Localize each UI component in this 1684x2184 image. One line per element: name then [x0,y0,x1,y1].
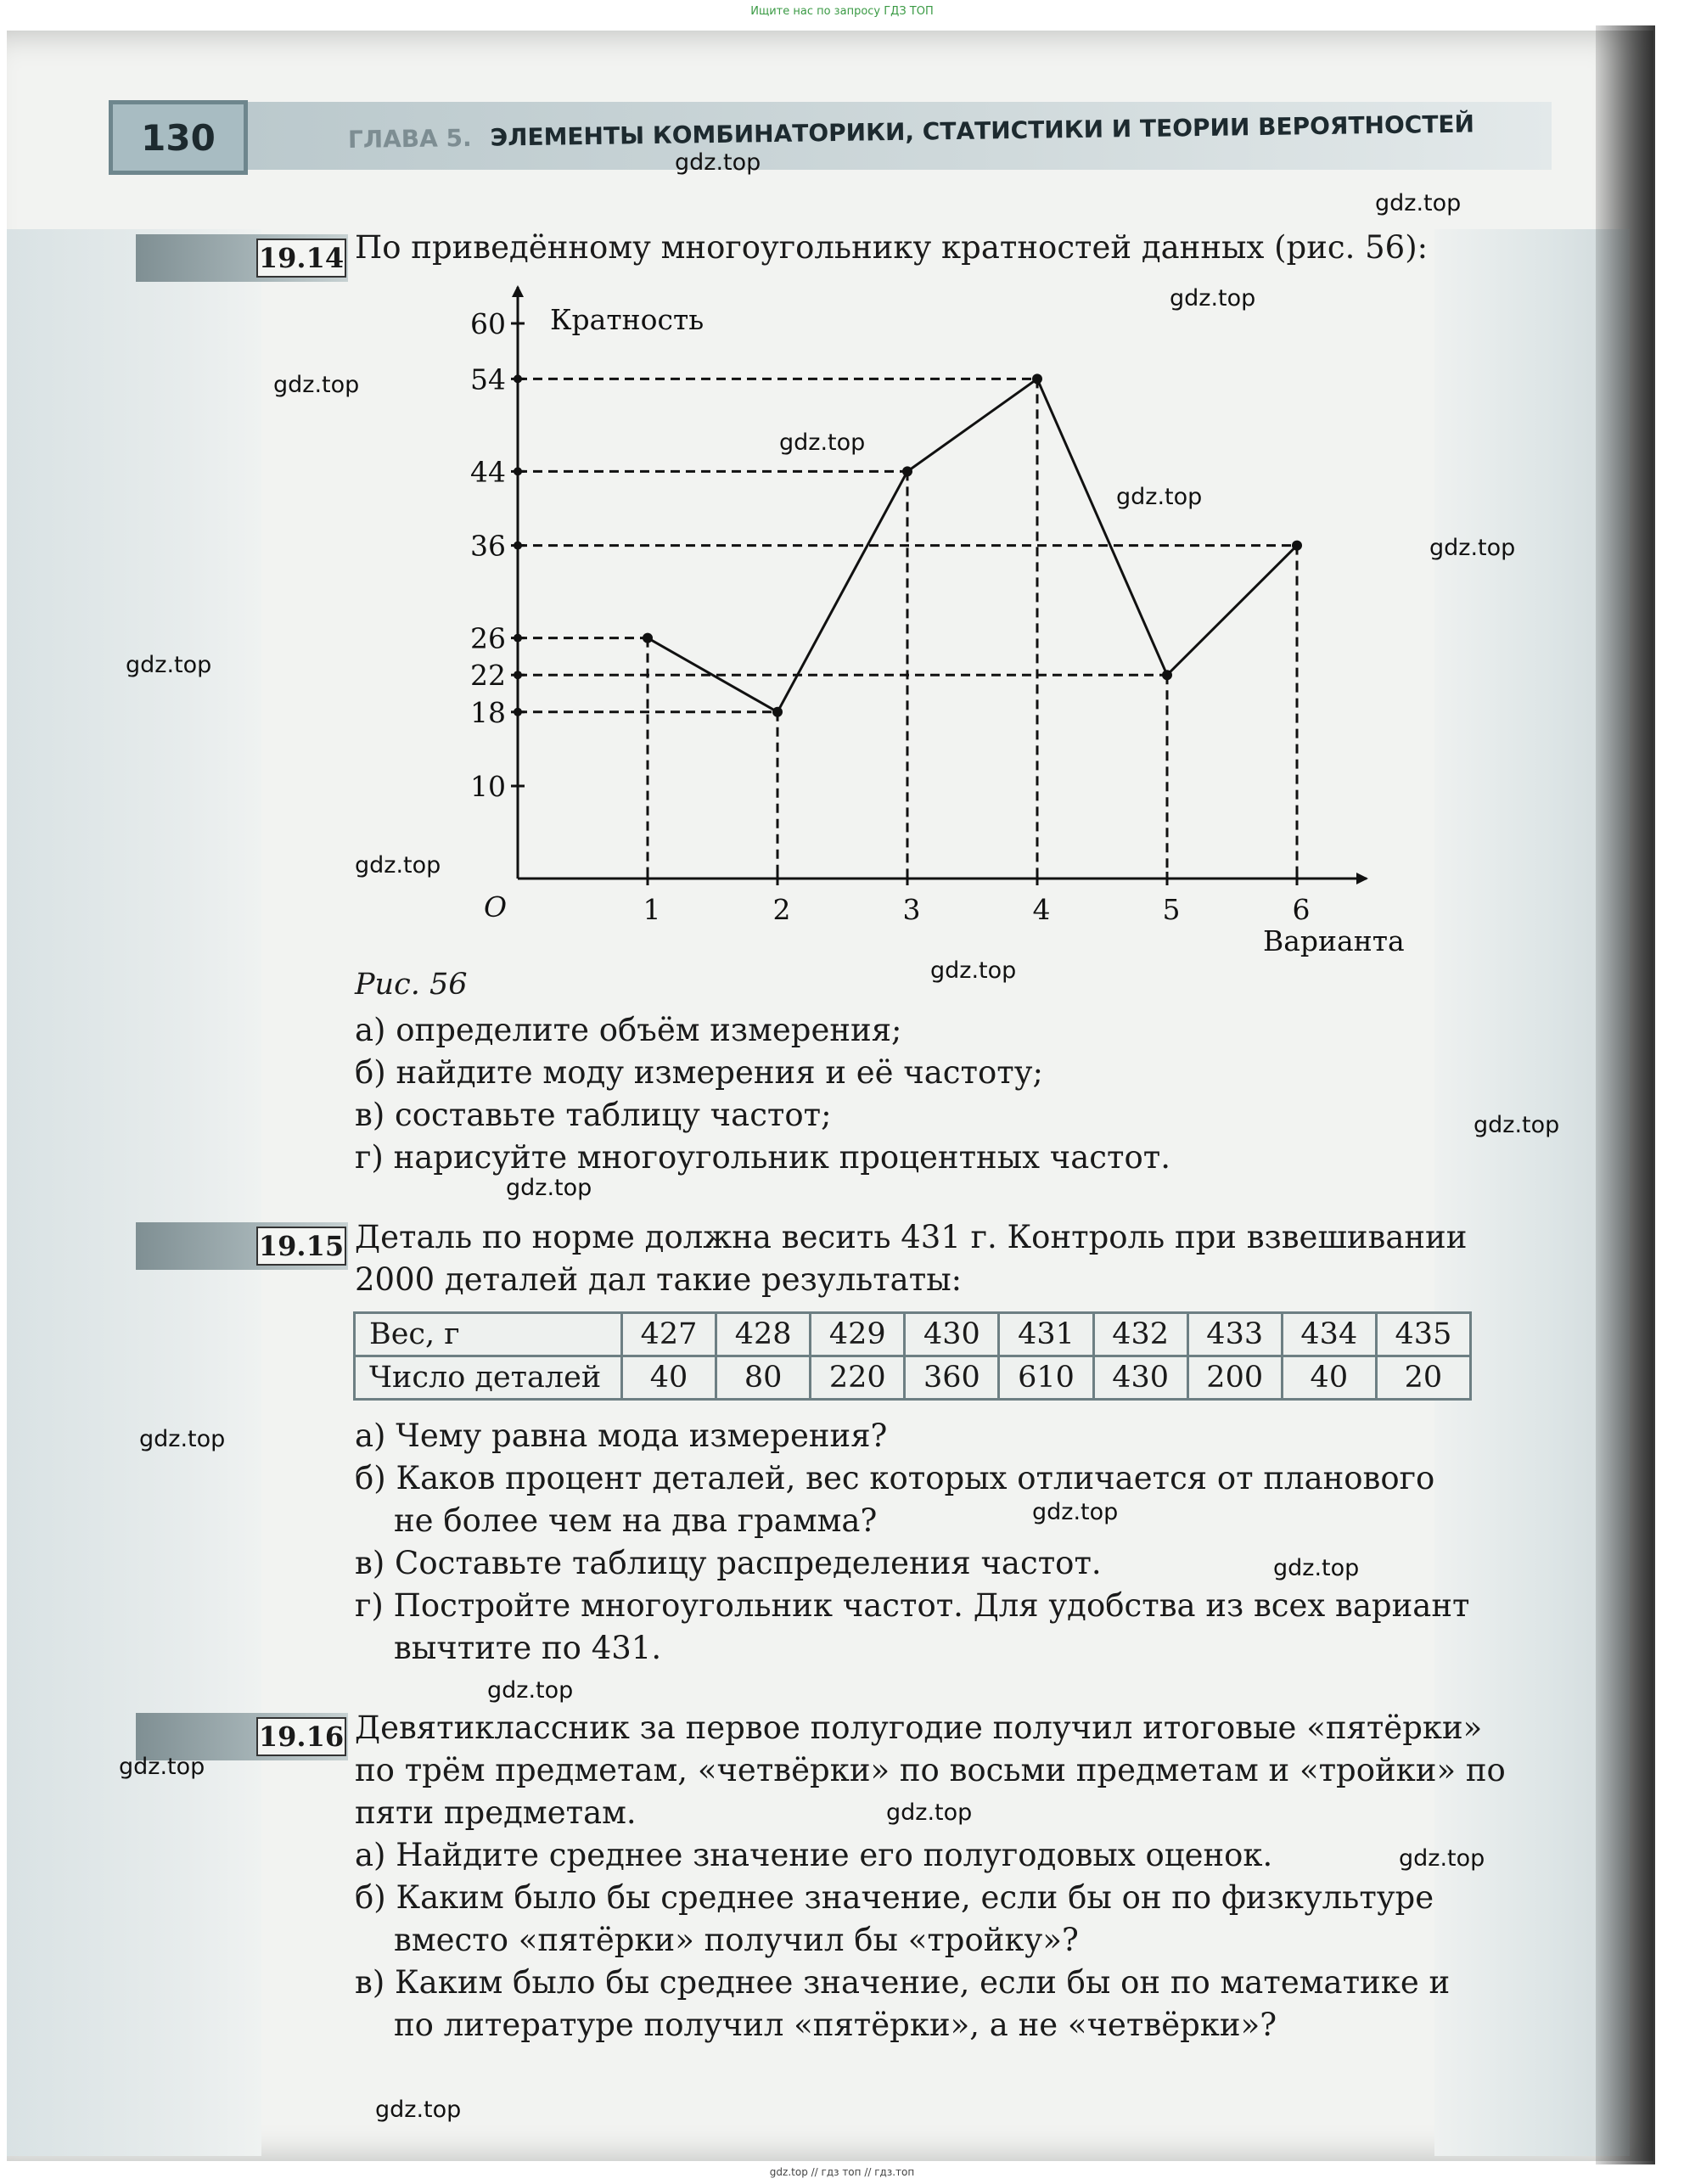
x-ticks [643,872,1311,926]
count-cell: 40 [1282,1356,1376,1400]
site-watermark: gdz.top [1474,1112,1560,1138]
data-point [902,466,912,476]
site-watermark: gdz.top [119,1754,205,1780]
count-cell: 200 [1187,1356,1282,1400]
chapter-title: ЭЛЕМЕНТЫ КОМБИНАТОРИКИ, СТАТИСТИКИ И ТЕОРИИ ВЕРОЯТНОСТЕЙ [490,109,1475,152]
weight-cell: 435 [1376,1313,1470,1356]
site-watermark: gdz.top [506,1175,592,1201]
problem-1914-number: 19.14 [256,239,346,278]
site-watermark: gdz.top [375,2097,462,2123]
problem-1915-item-b-line2: не более чем на два грамма? [394,1502,878,1539]
data-point [1162,670,1172,680]
problem-1916-line2: по трём предметам, «четвёрки» по восьми предметам и «тройки» по [355,1752,1506,1788]
y-tick-label: 54 [470,362,506,396]
axis-point [514,671,522,679]
problem-1916-item-c-line1: в) Каким было бы среднее значение, если бы он по математике и [355,1964,1451,2001]
x-tick-label: 6 [1292,893,1311,926]
axis-point [514,374,522,383]
axis-point [514,542,522,550]
y-tick-label: 10 [470,770,506,803]
site-watermark: gdz.top [139,1426,226,1452]
dashed-guides [518,379,1297,879]
count-cell: 40 [622,1356,716,1400]
site-watermark: gdz.top [1116,484,1203,510]
site-watermark: gdz.top [273,372,360,398]
problem-1914-item-b: б) найдите моду измерения и её частоту; [355,1054,1043,1091]
table-row [355,1313,1471,1356]
x-tick-label: 2 [772,893,791,926]
figure-caption: Рис. 56 [355,968,468,1002]
problem-1915-item-a: а) Чему равна мода измерения? [355,1418,888,1454]
y-tick-label: 60 [470,307,506,340]
data-point [772,707,783,717]
problem-1915-intro-line2: 2000 деталей дал такие результаты: [355,1261,963,1298]
table-row [355,1356,1471,1400]
axis-point [514,634,522,643]
count-cell: 430 [1093,1356,1187,1400]
site-watermark: gdz.top [1170,285,1256,312]
y-tick-label: 22 [470,659,506,693]
chapter-label: ГЛАВА 5. [347,123,472,154]
y-tick-label: 36 [470,529,506,563]
bottom-watermark: gdz.top // гдз топ // гдз.топ [769,2166,915,2178]
problem-1916-item-b-line1: б) Каким было бы среднее значение, если бы он по физкультуре [355,1879,1434,1916]
weight-cell: 427 [622,1313,716,1356]
problem-1915-item-b-line1: б) Каков процент деталей, вес которых отличается от планового [355,1460,1435,1496]
site-watermark: gdz.top [779,430,866,456]
site-watermark: gdz.top [1375,190,1462,216]
origin-label: O [484,890,508,924]
problem-1916-item-c-line2: по литературе получил «пятёрки», а не «четвёрки»? [394,2007,1277,2043]
weight-cell: 429 [811,1313,905,1356]
frequency-polygon-chart [0,0,1684,1019]
row-header-count: Число деталей [355,1356,622,1400]
problem-1914-item-c: в) составьте таблицу частот; [355,1097,832,1133]
y-tick-label: 44 [470,455,506,489]
problem-1914-item-a: а) определите объём измерения; [355,1012,902,1048]
weight-cell: 432 [1093,1313,1187,1356]
site-watermark: gdz.top [355,852,441,879]
y-tick-label: 26 [470,621,506,655]
page-number: 130 [109,100,248,175]
axis-point [514,467,522,475]
weight-cell: 434 [1282,1313,1376,1356]
site-watermark: gdz.top [930,957,1017,984]
site-watermark: gdz.top [126,652,212,678]
problem-1914-item-d: г) нарисуйте многоугольник процентных частот. [355,1139,1170,1176]
axis-point [514,708,522,716]
problem-1915-number: 19.15 [256,1227,346,1266]
x-tick-label: 3 [902,893,921,926]
problem-1916-line1: Девятиклассник за первое полугодие получил итоговые «пятёрки» [355,1710,1483,1746]
count-cell: 80 [716,1356,811,1400]
problem-1916-item-b-line2: вместо «пятёрки» получил бы «тройку»? [394,1922,1079,1958]
problem-1915-intro-line1: Деталь по норме должна весить 431 г. Контроль при взвешивании [355,1219,1468,1255]
problem-1916-line3: пяти предметам. [355,1794,637,1831]
weights-table [353,1311,1472,1401]
y-axis-label: Кратность [550,303,704,336]
data-point [643,633,653,643]
series-line [648,379,1297,711]
x-tick-label: 1 [643,893,661,926]
data-point [1292,541,1302,551]
site-watermark: gdz.top [1273,1555,1360,1581]
x-tick-label: 4 [1032,893,1051,926]
site-watermark: gdz.top [886,1799,973,1826]
count-cell: 220 [811,1356,905,1400]
top-watermark: Ищите нас по запросу ГДЗ ТОП [750,5,934,18]
problem-1915-item-d-line1: г) Постройте многоугольник частот. Для удобства из всех вариант [355,1587,1470,1624]
count-cell: 360 [905,1356,999,1400]
problem-1916-number: 19.16 [256,1717,346,1756]
site-watermark: gdz.top [1399,1845,1485,1872]
count-cell: 20 [1376,1356,1470,1400]
x-axis-label: Варианта [1263,924,1405,957]
problem-1916-item-a: а) Найдите среднее значение его полугодовых оценок. [355,1837,1273,1873]
weight-cell: 431 [999,1313,1093,1356]
weight-cell: 430 [905,1313,999,1356]
weight-cell: 433 [1187,1313,1282,1356]
site-watermark: gdz.top [675,149,761,176]
x-tick-label: 5 [1162,893,1181,926]
count-cell: 610 [999,1356,1093,1400]
problem-1914-intro: По приведённому многоугольнику кратностей данных (рис. 56): [355,229,1429,266]
site-watermark: gdz.top [1032,1499,1119,1525]
problem-1915-item-d-line2: вычтите по 431. [394,1630,662,1666]
site-watermark: gdz.top [487,1677,574,1704]
site-watermark: gdz.top [1429,535,1516,561]
y-tick-label: 18 [470,695,506,729]
data-point [1032,373,1042,384]
row-header-weight: Вес, г [355,1313,622,1356]
problem-1915-item-c: в) Составьте таблицу распределения частот. [355,1545,1102,1581]
weight-cell: 428 [716,1313,811,1356]
